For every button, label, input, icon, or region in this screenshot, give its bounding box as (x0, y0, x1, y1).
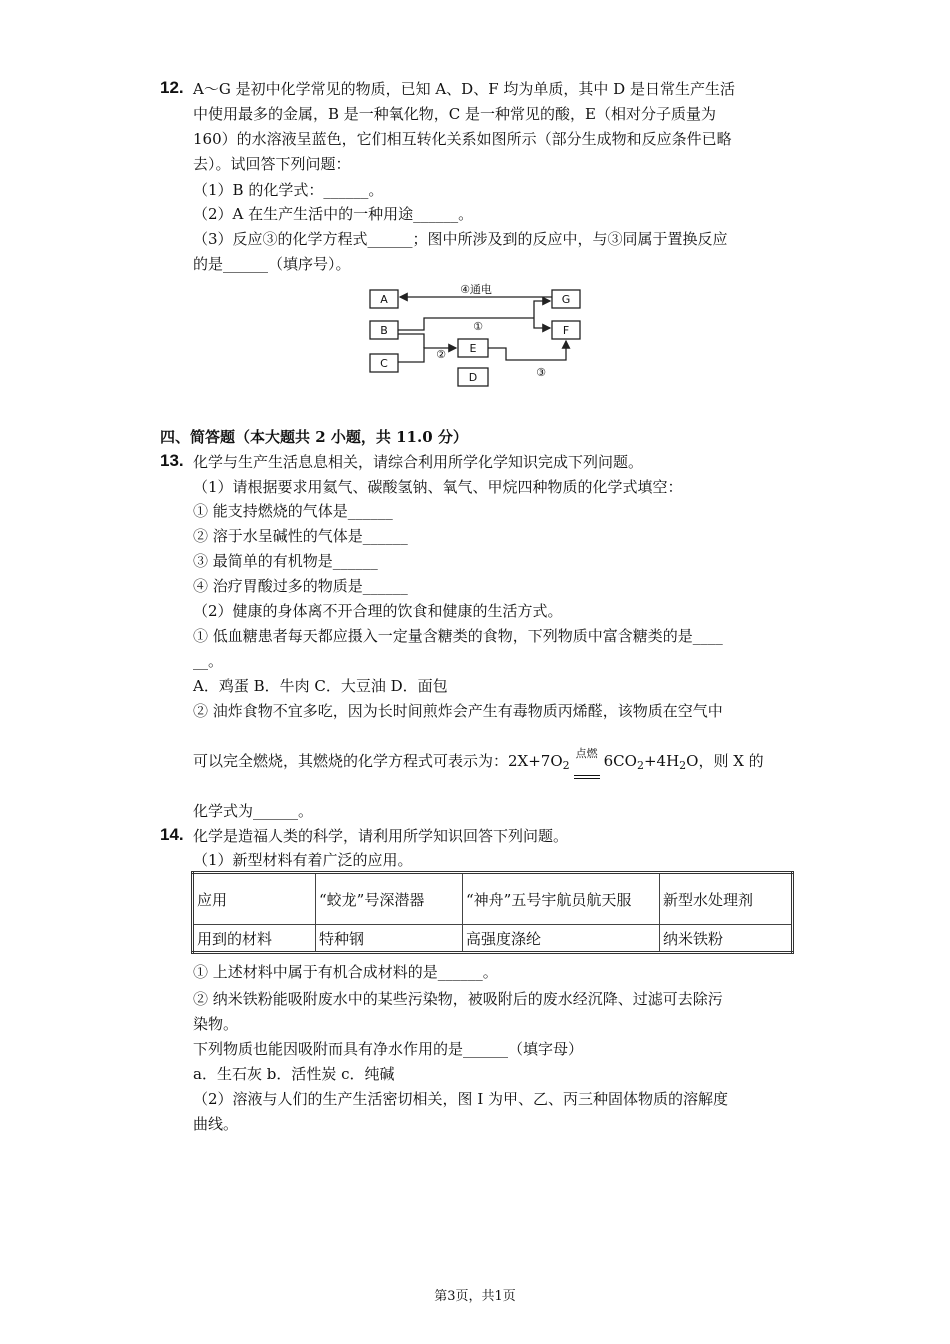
arrow-to-g (534, 301, 550, 318)
arrow-to-e (398, 348, 456, 362)
table-cell: 特种钢 (316, 925, 463, 953)
eq-sub-o2: 2 (562, 759, 570, 772)
table-cell: 新型水处理剂 (660, 873, 793, 925)
table-cell: 纳米铁粉 (660, 925, 793, 953)
q13-line-2: （1）请根据要求用氦气、碳酸氢钠、氧气、甲烷四种物质的化学式填空： (193, 478, 683, 496)
q12-sub-3-cont: 的是______（填序号）。 (193, 255, 351, 273)
label-f: F (562, 324, 570, 337)
q14-after-4: 下列物质也能因吸附而具有净水作用的是______（填字母） (193, 1040, 584, 1058)
q13-equation (193, 747, 764, 776)
q12-sub-2: （2）A 在生产生活中的一种用途______。 (193, 205, 474, 223)
eq-prefix: 可以完全燃烧，其燃烧的化学方程式可表示为：2X+7O (193, 752, 563, 770)
q14-after-6: （2）溶液与人们的生产生活密切相关，图 I 为甲、乙、丙三种固体物质的溶解度 (193, 1090, 729, 1108)
label-reaction-3: ③ (536, 366, 546, 379)
arrow-e-to-f (488, 341, 566, 360)
q12-line-2: 中使用最多的金属，B 是一种氧化物，C 是一种常见的酸，E（相对分子质量为 (193, 105, 716, 123)
q14-number: 14. (160, 825, 184, 844)
q14-line-1: 化学是造福人类的科学，请利用所学知识回答下列问题。 (193, 827, 569, 845)
q12-sub-1: （1）B 的化学式：______。 (193, 181, 384, 199)
table-cell: 高强度涤纶 (463, 925, 660, 953)
q14-after-5: a．生石灰 b．活性炭 c．纯碱 (193, 1065, 395, 1083)
q13-line-5: ③ 最简单的有机物是______ (193, 552, 378, 570)
eq-tail: +4H (643, 752, 680, 770)
eq-end: O，则 X 的 (686, 752, 764, 770)
q13-line-7: （2）健康的身体离不开合理的饮食和健康的生活方式。 (193, 602, 563, 620)
q13-line-8: ① 低血糖患者每天都应摄入一定量含糖类的食物，下列物质中富含糖类的是____ (193, 627, 723, 645)
table-cell: 用到的材料 (193, 925, 316, 953)
q14-after-1: ① 上述材料中属于有机合成材料的是______。 (193, 963, 498, 981)
table-cell: 应用 (193, 873, 316, 925)
arrow-b-branch (398, 318, 534, 330)
label-a: A (380, 293, 388, 306)
q12-number: 12. (160, 78, 184, 97)
table-cell: “蛟龙”号深潜器 (316, 873, 463, 925)
q13-last-line: 化学式为______。 (193, 802, 314, 820)
q13-line-1: 化学与生产生活息息相关，请综合利用所学化学知识完成下列问题。 (193, 453, 644, 471)
materials-table (191, 871, 794, 954)
q13-line-3: ① 能支持燃烧的气体是______ (193, 502, 393, 520)
line-b-to-merge (398, 334, 424, 348)
label-c: C (380, 357, 388, 370)
q12-line-1: A～G 是初中化学常见的物质，已知 A、D、F 均为单质，其中 D 是日常生产生活 (193, 80, 735, 98)
q13-number: 13. (160, 451, 184, 470)
eq-sub-co2: 2 (636, 759, 644, 772)
q13-line-11: ② 油炸食物不宜多吃，因为长时间煎炸会产生有毒物质丙烯醛，该物质在空气中 (193, 702, 723, 720)
label-g: G (561, 293, 571, 306)
section-title: 四、简答题（本大题共 2 小题，共 11.0 分） (160, 428, 468, 446)
label-b: B (380, 324, 388, 337)
table-row (193, 873, 793, 925)
q14-after-3: 染物。 (193, 1015, 239, 1033)
eq-mid: 6CO (603, 752, 637, 770)
table-row (193, 925, 793, 953)
q12-line-4: 去）。试回答下列问题： (193, 155, 351, 173)
q13-line-4: ② 溶于水呈碱性的气体是______ (193, 527, 408, 545)
table-cell: “神舟”五号宇航员航天服 (463, 873, 660, 925)
q12-line-3: 160）的水溶液呈蓝色，它们相互转化关系如图所示（部分生成物和反应条件已略 (193, 130, 732, 148)
label-reaction-4: ④通电 (460, 283, 492, 296)
q14-line-2: （1）新型材料有着广泛的应用。 (193, 851, 413, 869)
q14-after-2: ② 纳米铁粉能吸附废水中的某些污染物，被吸附后的废水经沉降、过滤可去除污 (193, 990, 723, 1008)
reaction-diagram (366, 282, 588, 390)
label-reaction-2: ② (436, 348, 446, 361)
q12-sub-3: （3）反应③的化学方程式______；图中所涉及到的反应中，与③同属于置换反应 (193, 230, 728, 248)
q13-options: A．鸡蛋 B．牛肉 C．大豆油 D．面包 (193, 677, 448, 695)
label-d: D (468, 371, 478, 384)
arrow-to-f (534, 318, 550, 328)
eq-sub-h2: 2 (679, 759, 687, 772)
q14-after-7: 曲线。 (193, 1115, 239, 1133)
label-e: E (469, 342, 477, 355)
eq-condition-label: 点燃 (575, 747, 598, 760)
page-footer: 第3页，共1页 (434, 1289, 516, 1304)
q13-line-9: __。 (193, 652, 224, 670)
q13-line-6: ④ 治疗胃酸过多的物质是______ (193, 577, 408, 595)
label-reaction-1: ① (473, 320, 483, 333)
